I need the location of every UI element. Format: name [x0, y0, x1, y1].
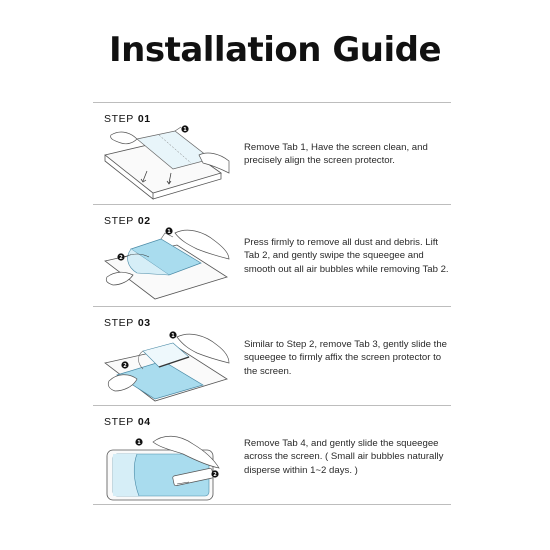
step-word: STEP [104, 317, 134, 329]
step-number: 03 [137, 317, 151, 329]
step-text: Remove Tab 1, Have the screen clean, and precisely align the screen protector. [244, 141, 428, 166]
marker-2: 2 [119, 255, 123, 262]
step-description [244, 103, 451, 205]
step-number: 01 [137, 113, 151, 125]
step-01-illustration [103, 125, 231, 201]
step-03 [93, 307, 451, 409]
step-03-illustration [103, 329, 231, 405]
step-label [104, 215, 151, 227]
squeegee-affix-illustration [103, 329, 231, 405]
step-04-illustration [103, 428, 231, 504]
marker-1: 1 [183, 127, 187, 134]
marker-1: 1 [137, 440, 141, 447]
marker-2: 2 [123, 363, 127, 370]
step-01 [93, 103, 451, 205]
marker-1: 1 [171, 333, 175, 340]
step-description [244, 406, 451, 508]
step-label [104, 113, 151, 125]
step-text: Press firmly to remove all dust and debris. Lift Tab 2, and gently swipe the squeegee and smooth out all air bubbles while removing Tab 2. [244, 237, 449, 275]
final-swipe-illustration [103, 428, 231, 504]
step-label [104, 317, 151, 329]
step-number: 02 [137, 215, 151, 227]
marker-2: 2 [213, 472, 217, 479]
step-04 [93, 406, 451, 508]
step-text: Remove Tab 4, and gently slide the squeegee across the screen. ( Small air bubbles naturally disperse within 1~2 days. ) [244, 438, 444, 476]
step-02-illustration [103, 227, 231, 303]
step-text: Similar to Step 2, remove Tab 3, gently slide the squeegee to firmly affix the screen protector to the screen. [244, 339, 447, 377]
phone-align-illustration [103, 125, 231, 201]
step-word: STEP [104, 215, 134, 227]
step-word: STEP [104, 416, 134, 428]
step-02 [93, 205, 451, 307]
page-title: Installation Guide [108, 30, 441, 70]
step-number: 04 [137, 416, 151, 428]
marker-1: 1 [167, 229, 171, 236]
step-label [104, 416, 151, 428]
tab-lift-illustration [103, 227, 231, 303]
step-word: STEP [104, 113, 134, 125]
step-description [244, 307, 451, 409]
step-description [244, 205, 451, 307]
